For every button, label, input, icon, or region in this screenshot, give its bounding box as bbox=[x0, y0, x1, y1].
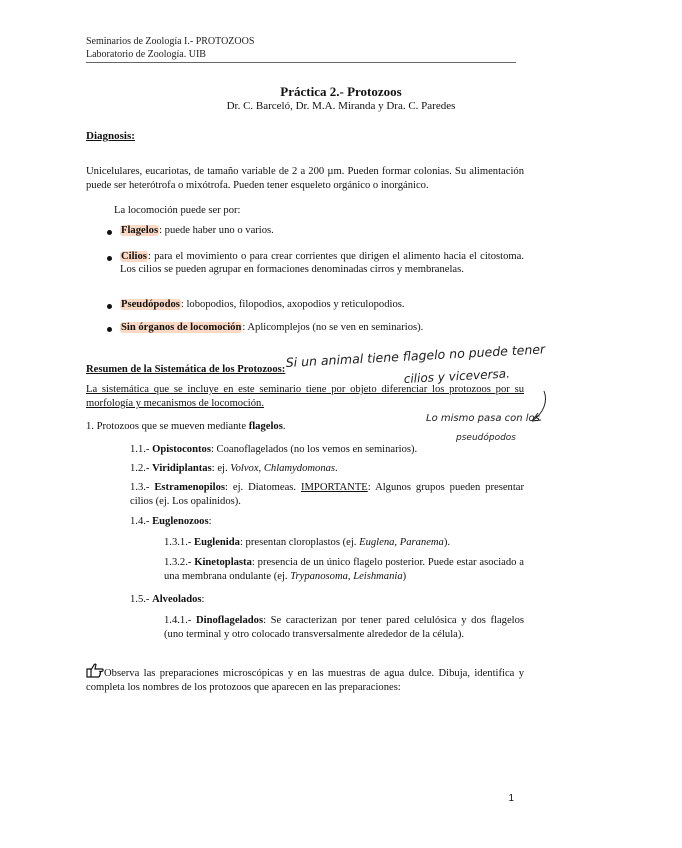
item-1-3: 1.3.- Estramenopilos: ej. Diatomeas. IMPORTANTE: Algunos grupos pueden presentar cilios (ej. Los opalínidos). bbox=[130, 482, 525, 507]
summary-heading: Resumen de la Sistemática de los Protozoos: bbox=[86, 364, 286, 375]
item-1-4-1: 1.4.1.- Dinoflagelados: Se caracterizan por tener pared celulósica y dos flagelos (uno terminal y otro colocado transversalmente alrededor de la célula). bbox=[164, 615, 525, 640]
header-divider bbox=[86, 62, 516, 63]
authors: Dr. C. Barceló, Dr. M.A. Miranda y Dra. C. Paredes bbox=[226, 100, 456, 112]
term-sin-organos: Sin órganos de locomoción bbox=[121, 322, 242, 333]
summary-intro: La sistemática que se incluye en este seminario tiene por objeto diferenciar los protozoos por su morfología y mecanismos de locomoción. bbox=[86, 384, 524, 409]
diagnosis-heading: Diagnosis: bbox=[86, 130, 135, 142]
header-course: Seminarios de Zoología I.- PROTOZOOS bbox=[86, 36, 255, 47]
item-1-2: 1.2.- Viridiplantas: ej. Volvox, Chlamydomonas. bbox=[130, 463, 338, 474]
handwritten-note1: Lo mismo pasa con los bbox=[426, 413, 540, 424]
term-flagelos: Flagelos bbox=[121, 225, 159, 236]
item-1-3-2: 1.3.2.- Kinetoplasta: presencia de un único flagelo posterior. Puede estar asociado a una membrana ondulante (ej. Trypanosoma, Leishmania) bbox=[164, 557, 525, 582]
item-1-4: 1.4.- Euglenozoos: bbox=[130, 516, 212, 527]
bullet-dot bbox=[107, 304, 112, 309]
bullet-dot bbox=[107, 230, 112, 235]
page-number: 1 bbox=[508, 793, 514, 804]
item-1-3-1: 1.3.1.- Euglenida: presentan cloroplastos (ej. Euglena, Paranema). bbox=[164, 537, 451, 548]
header-lab: Laboratorio de Zoología. UIB bbox=[86, 49, 206, 60]
diagnosis-intro: Unicelulares, eucariotas, de tamaño variable de 2 a 200 µm. Pueden formar colonias. Su alimentación puede ser heterótrofa o mixótrofa. Pueden tener esqueleto orgánico o inorgánico. bbox=[86, 166, 524, 191]
page-title: Práctica 2.- Protozoos bbox=[280, 84, 402, 99]
bullet-dot bbox=[107, 327, 112, 332]
handwritten-note2: pseudópodos bbox=[456, 433, 516, 443]
bullet-dot bbox=[107, 256, 112, 261]
term-pseudopodos: Pseudópodos bbox=[121, 299, 180, 310]
locomotion-intro: La locomoción puede ser por: bbox=[114, 205, 241, 216]
item-1-1: 1.1.- Opistocontos: Coanoflagelados (no los vemos en seminarios). bbox=[130, 444, 418, 455]
handwritten-line2: cilios y viceversa. bbox=[403, 366, 511, 386]
bullet-pseudopodos: Pseudópodos: lobopodios, filopodios, axopodios y reticulopodios. bbox=[121, 299, 405, 310]
bullet-flagelos: Flagelos: puede haber uno o varios. bbox=[121, 225, 274, 236]
item-1-5: 1.5.- Alveolados: bbox=[130, 594, 205, 605]
bullet-sin-organos: Sin órganos de locomoción: Aplicomplejos (no se ven en seminarios). bbox=[121, 322, 424, 333]
item-1: 1. Protozoos que se mueven mediante flagelos. bbox=[86, 421, 286, 432]
observe-instruction: Observa las preparaciones microscópicas y en las muestras de agua dulce. Dibuja, identifica y completa los nombres de los protozoos que aparecen en las preparaciones: bbox=[86, 668, 524, 693]
bullet-cilios: Cilios: para el movimiento o para crear corrientes que dirigen el alimento hacia el citostoma. Los cilios se pueden agrupar en formaciones denominadas cirros y membranelas. bbox=[120, 251, 524, 275]
handwritten-line1: Si un animal tiene flagelo no puede tener bbox=[285, 341, 546, 370]
term-cilios: Cilios bbox=[121, 251, 147, 262]
